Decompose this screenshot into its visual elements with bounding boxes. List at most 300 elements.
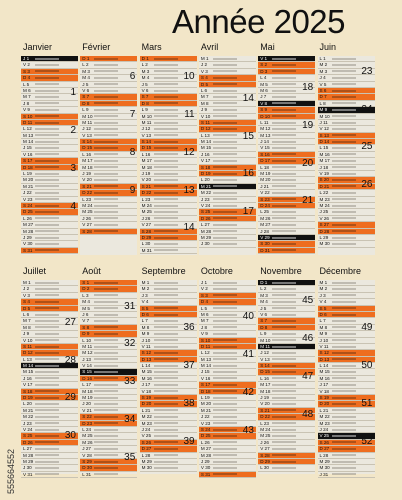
day-label: L 13 — [200, 132, 210, 138]
day-label: J 21 — [260, 183, 269, 189]
day-label: L 29 — [319, 234, 329, 240]
saint-name-line — [213, 454, 237, 456]
saint-name-line — [332, 147, 356, 149]
saint-name-line — [213, 179, 237, 181]
day-label: M 9 — [319, 331, 328, 337]
saint-name-line — [94, 282, 118, 284]
day-label: V 5 — [319, 81, 327, 87]
day-label: M 14 — [23, 139, 34, 145]
saint-name-line — [272, 147, 296, 149]
saint-name-line — [154, 96, 178, 98]
saint-name-line — [272, 339, 296, 341]
saint-name-line — [154, 224, 178, 226]
day-label: J 8 — [23, 100, 30, 106]
day-label: V 13 — [260, 356, 270, 362]
saint-name-line — [213, 467, 237, 469]
month-name: Février — [82, 42, 111, 52]
saint-name-line — [213, 243, 237, 245]
saint-name-line — [272, 141, 296, 143]
saint-name-line — [332, 224, 356, 226]
saint-name-line — [332, 128, 356, 130]
day-label: V 27 — [260, 446, 270, 452]
saint-name-line — [272, 461, 296, 463]
saint-name-line — [213, 435, 237, 437]
saint-name-line — [154, 128, 178, 130]
saint-name-line — [154, 90, 178, 92]
saint-name-line — [94, 467, 118, 469]
saint-name-line — [272, 224, 296, 226]
day-label: J 17 — [319, 382, 329, 388]
week-number: 52 — [361, 435, 373, 447]
week-number: 33 — [124, 376, 136, 388]
day-label: S 21 — [82, 183, 92, 189]
saint-name-line — [272, 326, 296, 328]
saint-name-line — [154, 448, 178, 450]
day-label: M 10 — [141, 113, 152, 119]
day-label: M 1 — [23, 280, 31, 285]
day-label: J 22 — [23, 190, 32, 196]
saint-name-line — [213, 409, 237, 411]
week-number: 29 — [64, 392, 76, 404]
saint-name-line — [272, 448, 296, 450]
saint-name-line — [332, 473, 356, 475]
day-label: S 30 — [260, 241, 270, 247]
day-label: D 18 — [200, 388, 211, 394]
day-label: S 12 — [319, 350, 329, 356]
saint-name-line — [213, 185, 237, 187]
week-number: 47 — [302, 370, 314, 382]
day-label: D 11 — [200, 343, 211, 349]
saint-name-line — [35, 473, 59, 475]
saint-name-line — [272, 115, 296, 117]
saint-name-line — [94, 211, 118, 213]
day-label: M 20 — [200, 401, 212, 407]
saint-name-line — [94, 141, 118, 143]
day-label: D 17 — [260, 158, 270, 164]
saint-name-line — [332, 77, 356, 79]
day-label: D 4 — [200, 299, 209, 305]
saint-name-line — [272, 441, 296, 443]
day-label: D 26 — [23, 439, 33, 445]
saint-name-line — [35, 237, 59, 239]
saint-name-line — [213, 301, 237, 303]
day-label: V 9 — [200, 331, 208, 337]
saint-name-line — [213, 314, 237, 316]
month-name: Mai — [260, 42, 275, 52]
saint-name-line — [94, 128, 118, 130]
saint-name-line — [35, 409, 59, 411]
day-label: J 23 — [23, 420, 32, 426]
saint-name-line — [332, 282, 356, 284]
month-name: Août — [82, 266, 101, 276]
day-label: L 9 — [82, 107, 89, 113]
saint-name-line — [35, 77, 59, 79]
saint-name-line — [154, 467, 178, 469]
day-label: D 8 — [141, 100, 149, 106]
saint-name-line — [94, 122, 118, 124]
day-label: J 31 — [319, 471, 329, 477]
day-label: M 3 — [319, 68, 328, 74]
saint-name-line — [35, 333, 59, 335]
saint-name-line — [272, 128, 296, 130]
day-label: M 5 — [260, 81, 268, 87]
day-label: M 21 — [200, 407, 212, 413]
week-number: 49 — [361, 322, 373, 334]
day-label: M 28 — [23, 228, 34, 234]
day-label: M 29 — [319, 458, 330, 464]
saint-name-line — [332, 314, 356, 316]
day-label: J 17 — [141, 382, 151, 388]
day-label: M 13 — [200, 356, 212, 362]
saint-name-line — [35, 377, 59, 379]
saint-name-line — [94, 64, 118, 66]
day-label: S 31 — [23, 247, 33, 253]
saint-name-line — [154, 198, 178, 200]
saint-name-line — [213, 70, 237, 72]
day-label: S 5 — [319, 305, 327, 311]
saint-name-line — [94, 294, 118, 296]
saint-name-line — [213, 320, 237, 322]
day-label: J 16 — [200, 151, 210, 157]
month-days — [199, 56, 256, 255]
day-label: D 16 — [82, 375, 93, 381]
day-label: V 11 — [141, 343, 151, 349]
day-label: J 19 — [82, 171, 91, 177]
saint-name-line — [154, 365, 178, 367]
saint-name-line — [272, 320, 296, 322]
day-label: S 13 — [319, 132, 329, 138]
day-label: M 30 — [319, 465, 330, 471]
day-label: J 7 — [260, 94, 267, 100]
day-label: J 5 — [141, 81, 148, 87]
saint-name-line — [213, 352, 237, 354]
saint-name-line — [154, 377, 178, 379]
saint-name-line — [94, 429, 118, 431]
day-label: M 4 — [141, 75, 150, 81]
saint-name-line — [35, 346, 59, 348]
day-label: M 31 — [141, 247, 152, 253]
saint-name-line — [272, 211, 296, 213]
day-label: M 3 — [82, 68, 90, 74]
saint-name-line — [94, 371, 118, 373]
day-label: V 21 — [82, 407, 92, 413]
day-label: D 22 — [260, 414, 270, 420]
week-number: 24 — [361, 103, 373, 115]
day-label: S 25 — [23, 433, 33, 439]
day-label: M 6 — [260, 87, 268, 93]
day-label: V 18 — [141, 388, 152, 394]
day-label: V 20 — [141, 177, 152, 183]
day-label: M 30 — [141, 465, 152, 471]
saint-name-line — [154, 243, 178, 245]
saint-name-line — [94, 307, 118, 309]
week-number: 17 — [242, 206, 254, 218]
day-label: M 17 — [141, 158, 152, 164]
day-label: L 3 — [82, 292, 89, 298]
saint-name-line — [154, 83, 178, 85]
saint-name-line — [272, 64, 296, 66]
day-label: J 14 — [260, 139, 269, 145]
month-4 — [198, 40, 257, 255]
day-label: M 29 — [200, 234, 212, 240]
day-label: L 23 — [141, 196, 151, 202]
day-label: S 19 — [319, 395, 329, 401]
saint-name-line — [213, 397, 237, 399]
saint-name-line — [332, 384, 356, 386]
saint-name-line — [272, 90, 296, 92]
day-label: M 25 — [82, 433, 93, 439]
day-label: L 10 — [82, 337, 92, 343]
saint-name-line — [332, 333, 356, 335]
month-days — [21, 56, 78, 255]
saint-name-line — [154, 294, 178, 296]
month-days — [199, 280, 256, 477]
saint-name-line — [332, 70, 356, 72]
saint-name-line — [154, 205, 178, 207]
day-label: V 24 — [23, 426, 33, 432]
saint-name-line — [332, 352, 356, 354]
saint-name-line — [94, 102, 118, 104]
saint-name-line — [213, 282, 237, 284]
saint-name-line — [35, 461, 59, 463]
saint-name-line — [35, 64, 59, 66]
day-label: M 27 — [23, 222, 34, 228]
saint-name-line — [154, 147, 178, 149]
saint-name-line — [332, 409, 356, 411]
week-number: 25 — [361, 141, 373, 153]
day-label: M 20 — [23, 177, 34, 183]
day-label: S 14 — [141, 139, 152, 145]
day-label: M 28 — [200, 228, 212, 234]
week-number: 8 — [129, 146, 136, 158]
day-label: V 13 — [141, 132, 152, 138]
week-number: 13 — [183, 184, 195, 196]
day-label: D 8 — [82, 100, 90, 106]
day-label: J 6 — [82, 311, 89, 317]
day-label: M 4 — [82, 299, 90, 305]
saint-name-line — [154, 314, 178, 316]
day-label: M 10 — [319, 113, 330, 119]
day-label: V 30 — [200, 465, 211, 471]
saint-name-line — [35, 70, 59, 72]
saint-name-line — [272, 173, 296, 175]
saint-name-line — [213, 109, 237, 111]
day-label: M 12 — [82, 350, 93, 356]
day-label: V 17 — [23, 382, 33, 388]
day-label: L 13 — [23, 356, 32, 362]
day-label: D 22 — [141, 190, 152, 196]
day-label: V 23 — [200, 420, 211, 426]
saint-name-line — [35, 224, 59, 226]
saint-name-line — [213, 102, 237, 104]
day-label: J 10 — [319, 337, 329, 343]
day-label: M 3 — [141, 68, 150, 74]
day-label: M 11 — [141, 119, 152, 125]
day-label: L 18 — [260, 164, 269, 170]
saint-name-line — [213, 288, 237, 290]
day-label: J 12 — [260, 350, 269, 356]
day-label: D 30 — [82, 465, 93, 471]
day-label: S 19 — [141, 395, 152, 401]
day-label: M 18 — [260, 388, 271, 394]
day-label: L 26 — [23, 215, 32, 221]
day-row — [199, 472, 256, 478]
saint-name-line — [154, 416, 178, 418]
saint-name-line — [332, 339, 356, 341]
saint-name-line — [94, 179, 118, 181]
saint-name-line — [154, 320, 178, 322]
saint-name-line — [213, 346, 237, 348]
day-label: D 4 — [23, 75, 31, 81]
day-label: M 11 — [82, 119, 93, 125]
saint-name-line — [213, 365, 237, 367]
saint-name-line — [154, 429, 178, 431]
day-label: D 1 — [141, 56, 149, 61]
saint-name-line — [94, 217, 118, 219]
day-label: M 28 — [23, 452, 34, 458]
day-label: M 14 — [200, 363, 212, 369]
saint-name-line — [35, 230, 59, 232]
saint-name-line — [35, 454, 59, 456]
saint-name-line — [154, 422, 178, 424]
saint-name-line — [154, 134, 178, 136]
day-label: L 2 — [260, 286, 267, 292]
day-label: V 22 — [260, 190, 270, 196]
day-label: J 2 — [23, 286, 30, 292]
saint-name-line — [35, 96, 59, 98]
day-label: D 18 — [23, 164, 33, 170]
saint-name-line — [35, 166, 59, 168]
saint-name-line — [332, 211, 356, 213]
day-label: V 30 — [23, 241, 33, 247]
day-label: V 2 — [200, 286, 208, 292]
day-label: V 4 — [141, 299, 149, 305]
day-label: S 27 — [319, 222, 329, 228]
saint-name-line — [272, 185, 296, 187]
month-name: Septembre — [141, 266, 186, 276]
day-label: V 12 — [319, 126, 329, 132]
day-label: M 2 — [319, 286, 328, 292]
day-label: L 28 — [319, 452, 329, 458]
saint-name-line — [94, 339, 118, 341]
day-label: V 17 — [200, 158, 211, 164]
day-label: S 23 — [260, 196, 270, 202]
saint-name-line — [272, 96, 296, 98]
day-label: L 12 — [23, 126, 32, 132]
saint-name-line — [213, 90, 237, 92]
day-label: L 16 — [260, 375, 269, 381]
week-number: 26 — [361, 179, 373, 191]
day-label: L 31 — [82, 471, 92, 477]
day-label: D 10 — [260, 113, 270, 119]
day-label: S 29 — [82, 458, 92, 464]
saint-name-line — [35, 198, 59, 200]
day-label: V 20 — [260, 401, 270, 407]
day-label: D 27 — [141, 446, 152, 452]
saint-name-line — [35, 422, 59, 424]
saint-name-line — [272, 416, 296, 418]
day-label: L 15 — [319, 145, 329, 151]
saint-name-line — [332, 397, 356, 399]
saint-name-line — [213, 307, 237, 309]
day-label: M 9 — [319, 107, 328, 113]
day-label: L 23 — [260, 420, 269, 426]
saint-name-line — [272, 122, 296, 124]
saint-name-line — [35, 192, 59, 194]
saint-name-line — [332, 358, 356, 360]
day-label: M 29 — [141, 458, 152, 464]
saint-name-line — [154, 153, 178, 155]
saint-name-line — [35, 307, 59, 309]
week-number: 19 — [302, 119, 314, 131]
day-label: L 7 — [141, 318, 148, 324]
saint-name-line — [213, 416, 237, 418]
saint-name-line — [154, 166, 178, 168]
saint-name-line — [213, 294, 237, 296]
saint-name-line — [35, 416, 59, 418]
week-number: 31 — [124, 300, 136, 312]
day-label: S 17 — [200, 382, 211, 388]
saint-name-line — [213, 198, 237, 200]
day-label: M 17 — [260, 382, 271, 388]
month-11 — [257, 264, 316, 474]
day-row — [140, 248, 197, 254]
saint-name-line — [332, 58, 356, 60]
day-label: M 27 — [260, 222, 271, 228]
saint-name-line — [213, 384, 237, 386]
day-label: D 14 — [319, 139, 330, 145]
day-label: J 29 — [23, 234, 32, 240]
saint-name-line — [332, 230, 356, 232]
saint-name-line — [35, 109, 59, 111]
saint-name-line — [213, 115, 237, 117]
calendar-sheet-first-half — [20, 40, 376, 255]
day-label: J 4 — [319, 75, 326, 81]
week-number: 9 — [129, 184, 136, 196]
saint-name-line — [332, 301, 356, 303]
day-label: S 20 — [319, 177, 329, 183]
saint-name-line — [94, 153, 118, 155]
saint-name-line — [94, 416, 118, 418]
day-label: D 24 — [260, 202, 270, 208]
saint-name-line — [272, 192, 296, 194]
day-label: J 15 — [200, 369, 210, 375]
day-label: J 30 — [200, 241, 210, 247]
day-label: S 4 — [23, 299, 30, 305]
day-label: M 14 — [200, 139, 212, 145]
saint-name-line — [154, 397, 178, 399]
day-label: S 18 — [200, 164, 211, 170]
saint-name-line — [154, 115, 178, 117]
day-label: V 14 — [82, 363, 92, 369]
saint-name-line — [35, 122, 59, 124]
saint-name-line — [332, 205, 356, 207]
day-label: M 24 — [141, 202, 152, 208]
saint-name-line — [154, 390, 178, 392]
day-label: J 26 — [260, 439, 269, 445]
saint-name-line — [272, 454, 296, 456]
saint-name-line — [35, 173, 59, 175]
week-number: 14 — [242, 92, 254, 104]
saint-name-line — [94, 435, 118, 437]
day-label: V 9 — [23, 107, 30, 113]
day-label: L 9 — [260, 331, 267, 337]
day-label: M 8 — [200, 100, 209, 106]
day-label: L 24 — [82, 426, 92, 432]
saint-name-line — [94, 147, 118, 149]
day-label: V 23 — [23, 196, 33, 202]
day-label: L 27 — [200, 222, 210, 228]
